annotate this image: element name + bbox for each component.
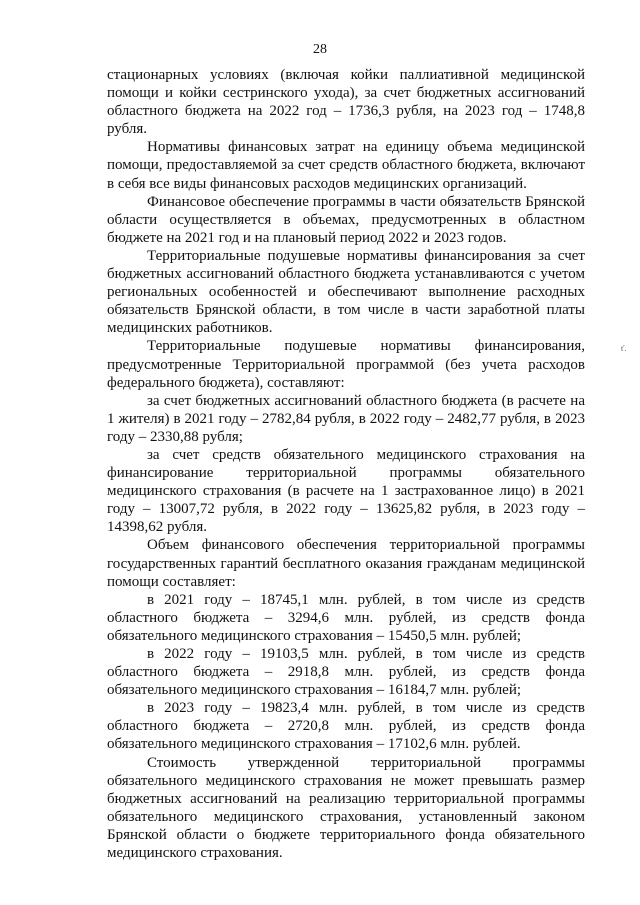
margin-mark: ť. [621,344,627,353]
paragraph: Нормативы финансовых затрат на единицу объема медицинской помощи, предоставляемой за счет средств областного бюджета, включают в себя все виды финансовых расходов медицинских организаций. [107,139,585,192]
paragraph: Стоимость утвержденной территориальной программы обязательного медицинского страхования не может превышать размер бюджетных ассигнований на реализацию территориальной программы обязательного медицинского страхования, установленный законом Брянской области о бюджете территориального фонда обязательного медицинского страхования. [107,754,585,862]
paragraph: за счет средств обязательного медицинского страхования на финансирование территориальной программы обязательного медицинского страхования (в расчете на 1 застрахованное лицо) в 2021 году – 13007,72 рубля, в 2022 году – 13625,82 рубля, в 2023 году – 14398,62 рубля. [107,446,585,536]
paragraph: Территориальные подушевые нормативы финансирования, предусмотренные Территориальной программой (без учета расходов федерального бюджета), составляют: [107,338,585,391]
paragraph: за счет бюджетных ассигнований областного бюджета (в расчете на 1 жителя) в 2021 году – 2782,84 рубля, в 2022 году – 2482,77 рубля, в 2023 году – 2330,88 рубля; [107,392,585,445]
paragraph: стационарных условиях (включая койки паллиативной медицинской помощи и койки сестринского ухода), за счет бюджетных ассигнований областного бюджета на 2022 год – 1736,3 рубля, на 2023 год – 1748,8 рубля. [107,67,585,138]
paragraph: в 2021 году – 18745,1 млн. рублей, в том числе из средств областного бюджета – 3294,6 млн. рублей, из средств фонда обязательного медицинского страхования – 15450,5 млн. рублей; [107,591,585,644]
paragraph: в 2022 году – 19103,5 млн. рублей, в том числе из средств областного бюджета – 2918,8 млн. рублей, из средств фонда обязательного медицинского страхования – 16184,7 млн. рублей; [107,646,585,699]
paragraph: Территориальные подушевые нормативы финансирования за счет бюджетных ассигнований областного бюджета устанавливаются с учетом региональных особенностей и обеспечивают выполнение расходных обязательств Брянской области, в том числе в части заработной платы медицинских работников. [107,247,585,337]
paragraph: Объем финансового обеспечения территориальной программы государственных гарантий бесплатного оказания гражданам медицинской помощи составляет: [107,537,585,590]
paragraph: Финансовое обеспечение программы в части обязательств Брянской области осуществляется в объемах, предусмотренных в областном бюджете на 2021 год и на плановый период 2022 и 2023 годов. [107,193,585,246]
paragraph: в 2023 году – 19823,4 млн. рублей, в том числе из средств областного бюджета – 2720,8 млн. рублей, из средств фонда обязательного медицинского страхования – 17102,6 млн. рублей. [107,700,585,753]
page-number: 28 [313,42,327,57]
document-body [107,66,585,862]
